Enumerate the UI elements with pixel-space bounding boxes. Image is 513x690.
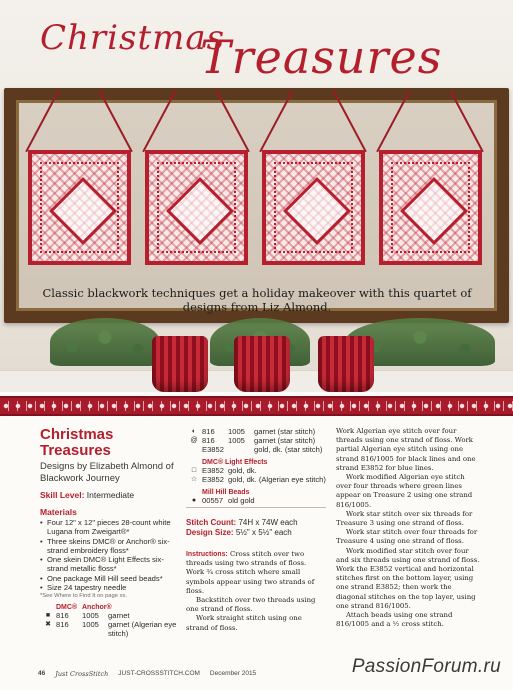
list-item: • Four 12" x 12" pieces 28-count white Lugana from Zweigart®* bbox=[40, 518, 182, 537]
divider bbox=[186, 507, 326, 508]
list-item: • Three skeins DMC® or Anchor® six-strand embroidery floss* bbox=[40, 537, 182, 556]
instructions-p8: Work modified star stitch over four and six threads using one strand of floss. Work the E3852 vertical and horizontal stitches first on the bottom layer, using one strand E3852; then work the diagonal stitches on the top layer, using one strand 816/1005. bbox=[336, 546, 480, 610]
watermark: PassionForum.ru bbox=[351, 656, 501, 677]
instructions-p1: Cross stitch over two threads using two strands of floss. Work ¾ cross stitch where small symbols appear using two strands of floss. bbox=[186, 550, 315, 595]
key-desc: garnet (Algerian eye stitch) bbox=[108, 620, 177, 639]
key-row bbox=[186, 496, 326, 505]
key-row bbox=[186, 445, 326, 454]
page-footer bbox=[38, 670, 256, 678]
byline: Designs by Elizabeth Almond of Blackwork Journey bbox=[40, 461, 174, 484]
site-url: JUST-CROSSSTITCH.COM bbox=[118, 670, 200, 677]
candle-holder bbox=[318, 336, 374, 392]
key-dmc: E3852 bbox=[202, 475, 224, 484]
article-title-line1: Christmas bbox=[40, 426, 114, 443]
key-row bbox=[186, 466, 326, 475]
symbol-icon: @ bbox=[190, 437, 198, 444]
symbol-icon: ☆ bbox=[190, 476, 198, 483]
key-anchor: 1005 bbox=[228, 427, 245, 436]
instructions-p5: Work modified Algerian eye stitch over four threads where green lines appear on Treasure 2 using one strand 816/1005. bbox=[336, 473, 473, 509]
design-size-label: Design Size: bbox=[186, 528, 234, 537]
key-row bbox=[40, 620, 182, 638]
greenery bbox=[50, 318, 160, 366]
magazine-name: Just CrossStitch bbox=[55, 670, 109, 678]
ornament-treasure-1 bbox=[28, 150, 131, 265]
key-desc: garnet bbox=[108, 611, 130, 621]
skill-level bbox=[40, 490, 182, 500]
candle-holder bbox=[152, 336, 208, 392]
issue-date: December 2015 bbox=[209, 670, 257, 677]
key-dmc: E3852 bbox=[202, 445, 224, 454]
symbol-icon bbox=[186, 445, 202, 454]
key-dmc: 816 bbox=[56, 611, 69, 621]
materials-note: *See Where to Find It on page xx. bbox=[40, 593, 128, 600]
materials-heading: Materials bbox=[40, 507, 77, 517]
key-row bbox=[186, 475, 326, 484]
beads-heading: Mill Hill Beads bbox=[202, 489, 250, 496]
decorative-band bbox=[0, 396, 513, 416]
stitch-count bbox=[186, 518, 326, 538]
key-desc: old gold bbox=[228, 496, 255, 505]
symbol-icon: □ bbox=[191, 467, 197, 474]
instructions-p6: Work star stitch over six threads for Treasure 3 using one strand of floss. bbox=[336, 509, 473, 528]
key-head-anchor: Anchor® bbox=[82, 604, 112, 612]
column-materials bbox=[40, 427, 182, 638]
key-anchor: 1005 bbox=[82, 620, 99, 630]
title-script: Christmas bbox=[40, 18, 226, 58]
list-item: • One skein DMC® Light Effects six-strand metallic floss* bbox=[40, 555, 182, 574]
instructions-p2: Backstitch over two threads using one strand of floss. bbox=[186, 596, 316, 614]
key-dmc: 816 bbox=[56, 620, 69, 630]
key-desc: garnet (star stitch) bbox=[254, 427, 316, 436]
materials-list bbox=[40, 518, 182, 592]
key-desc: gold, dk. (star stitch) bbox=[254, 445, 323, 454]
title-big: Treasures bbox=[200, 30, 443, 84]
skill-value: Intermediate bbox=[86, 490, 135, 500]
ornament-treasure-3 bbox=[262, 150, 365, 265]
ornament-treasure-4 bbox=[379, 150, 482, 265]
instructions-p4: Work Algerian eye stitch over four threads using one strand of floss. Work partial Algerian eye stitch using one strand 816/1005 for black lines and one strand E3852 for blue lines. bbox=[336, 427, 476, 472]
column-instructions bbox=[336, 427, 482, 629]
design-size-value: 5½" x 5½" each bbox=[235, 528, 292, 537]
ornament-treasure-2 bbox=[145, 150, 248, 265]
key-anchor: 1005 bbox=[228, 436, 245, 445]
instructions bbox=[186, 550, 326, 633]
stitch-count-label: Stitch Count: bbox=[186, 518, 237, 527]
key-row bbox=[186, 436, 326, 445]
key-row bbox=[186, 427, 326, 436]
key-dmc: 816 bbox=[202, 427, 215, 436]
key-desc: gold, dk. bbox=[228, 466, 257, 475]
article-title-line2: Treasures bbox=[40, 442, 111, 459]
light-effects-heading: DMC® Light Effects bbox=[202, 459, 268, 466]
key-dmc: 00557 bbox=[202, 496, 224, 505]
instructions-p3: Work straight stitch using one strand of floss. bbox=[186, 614, 302, 632]
key-anchor bbox=[228, 445, 254, 454]
instructions-p9: Attach beads using one strand 816/1005 and a ½ cross stitch. bbox=[336, 611, 453, 629]
column-key bbox=[186, 427, 326, 633]
symbol-icon: ● bbox=[191, 497, 197, 504]
key-header bbox=[40, 604, 182, 611]
key-anchor: 1005 bbox=[82, 611, 99, 621]
skill-label: Skill Level: bbox=[40, 490, 85, 500]
page-number: 46 bbox=[38, 670, 46, 677]
list-item: • One package Mill Hill seed beads* bbox=[40, 574, 182, 583]
list-item: • Size 24 tapestry needle bbox=[40, 583, 182, 592]
instructions-p7: Work star stitch over four threads for Treasure 4 using one strand of floss. bbox=[336, 528, 478, 546]
stitch-count-value: 74H x 74W each bbox=[238, 518, 298, 527]
key-head-dmc: DMC® bbox=[56, 604, 78, 612]
key-desc: gold, dk. (Algerian eye stitch) bbox=[228, 475, 326, 484]
symbol-icon: ■ bbox=[45, 612, 51, 620]
key-dmc: E3852 bbox=[202, 466, 224, 475]
candle-holder bbox=[234, 336, 290, 392]
instructions-label: Instructions: bbox=[186, 551, 228, 558]
key-desc: garnet (star stitch) bbox=[254, 436, 316, 445]
symbol-icon: ✖ bbox=[45, 621, 51, 629]
photo-caption: Classic blackwork techniques get a holiday makeover with this quartet of designs from Liz Almond. bbox=[42, 286, 472, 314]
key-dmc: 816 bbox=[202, 436, 215, 445]
key-row bbox=[40, 611, 182, 620]
symbol-icon: ◐ bbox=[191, 428, 197, 435]
